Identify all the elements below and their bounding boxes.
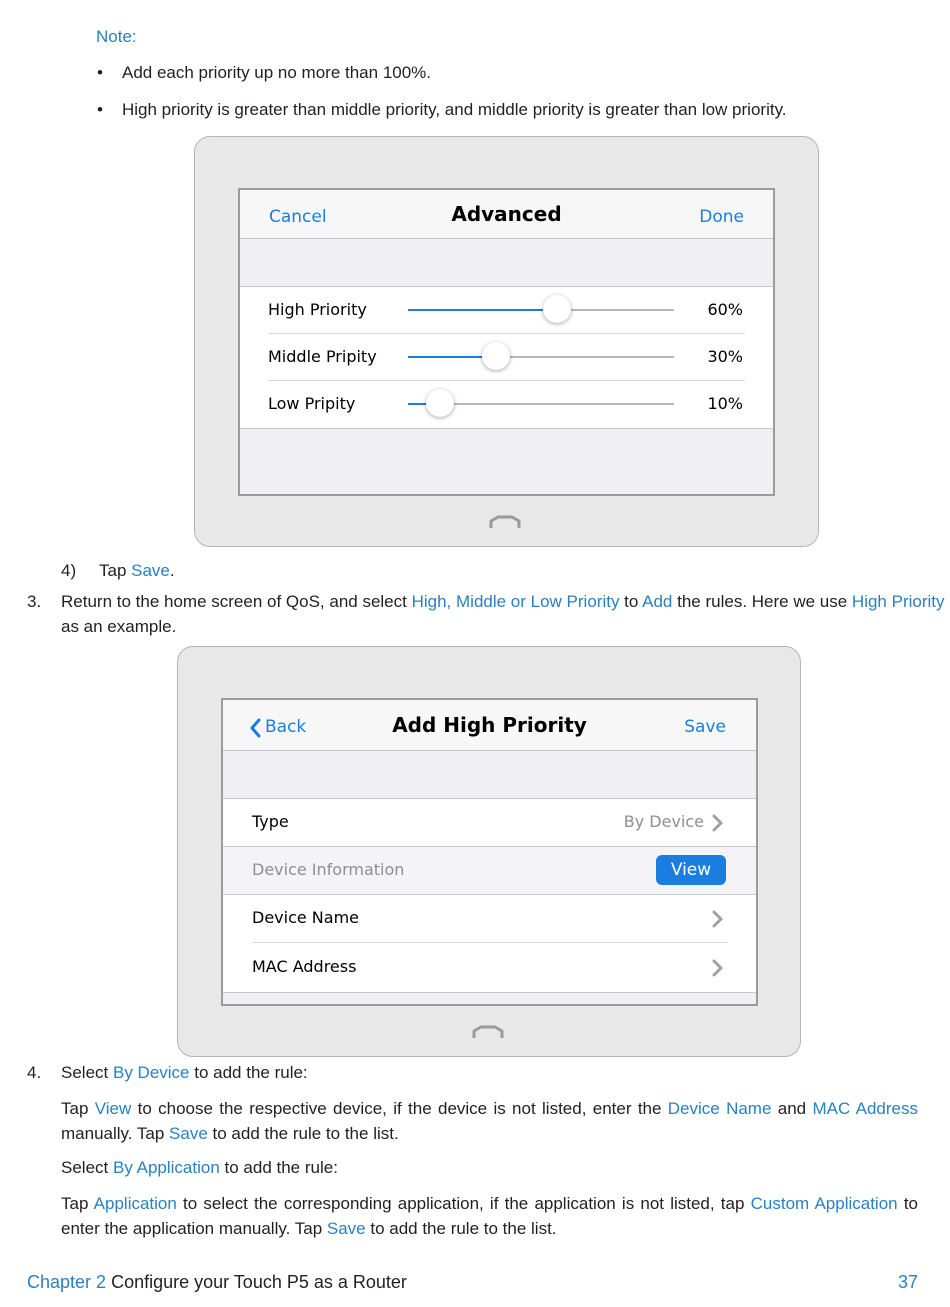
custom-application-link: Custom Application: [750, 1194, 898, 1213]
done-button[interactable]: Done: [699, 207, 744, 227]
tablet-frame-advanced: [194, 136, 819, 547]
mac-address-row[interactable]: [223, 943, 756, 992]
view-button[interactable]: View: [656, 855, 726, 885]
low-priority-slider[interactable]: [408, 403, 674, 405]
slider-value: 30%: [707, 347, 743, 366]
device-info-label: Device Information: [252, 860, 405, 879]
text: Select: [61, 1063, 113, 1082]
slider-knob[interactable]: [543, 295, 571, 323]
text: to select the corresponding application, if the application is not listed, tap: [176, 1194, 751, 1213]
text: Tap: [99, 561, 132, 580]
type-row[interactable]: [223, 799, 756, 847]
bullet-dot: •: [97, 100, 103, 119]
home-button-icon[interactable]: [489, 515, 521, 529]
step-4-line-1: [61, 1063, 308, 1083]
settings-list: [223, 798, 756, 993]
step-4-para-1-line-2: [61, 1121, 399, 1146]
slider-row-middle: [240, 334, 773, 381]
nav-bar: [240, 190, 773, 239]
note-bullet-2: High priority is greater than middle priority, and middle priority is greater than low priority.: [122, 100, 787, 119]
save-link: Save: [326, 1219, 366, 1238]
text: to: [897, 1194, 918, 1213]
text: Return to the home screen of QoS, and select: [61, 592, 412, 611]
slider-value: 10%: [707, 394, 743, 413]
step-4-para-3-line-2: [61, 1216, 557, 1241]
back-label: Back: [265, 717, 307, 737]
step-4-para-3-line-1: [61, 1191, 918, 1216]
slider-row-low: [240, 381, 773, 428]
home-button-icon[interactable]: [472, 1025, 504, 1039]
text: Tap: [61, 1194, 94, 1213]
step-4-para-1-line-1: [61, 1096, 918, 1121]
slider-knob[interactable]: [482, 342, 510, 370]
text: to add the rule:: [219, 1158, 338, 1177]
middle-priority-slider[interactable]: [408, 356, 674, 358]
text: to add the rule to the list.: [207, 1124, 399, 1143]
step-3-line-2: as an example.: [61, 617, 177, 636]
text: Tap: [61, 1099, 95, 1118]
add-high-priority-screen: [221, 698, 758, 1006]
note-bullet-1: Add each priority up no more than 100%.: [122, 63, 432, 82]
step-number: 3.: [27, 592, 42, 611]
device-name-label: Device Name: [252, 908, 360, 927]
slider-row-high: [240, 287, 773, 334]
slider-value: 60%: [707, 300, 743, 319]
advanced-screen: [238, 188, 775, 496]
text: to add the rule to the list.: [365, 1219, 557, 1238]
text: to: [619, 592, 643, 611]
type-value: By Device: [623, 812, 704, 831]
device-information-row: [223, 847, 756, 895]
text: enter the application manually. Tap: [61, 1219, 327, 1238]
slider-fill: [408, 309, 557, 311]
chapter-number: Chapter 2: [27, 1272, 107, 1292]
chevron-right-icon: [708, 909, 726, 929]
page-title: Add High Priority: [392, 713, 587, 737]
text: to add the rule:: [189, 1063, 308, 1082]
text: Select: [61, 1158, 113, 1177]
priority-link: High, Middle or Low Priority: [411, 592, 620, 611]
chevron-right-icon: [708, 958, 726, 978]
step-number: 4.: [27, 1063, 42, 1082]
by-device-link: By Device: [112, 1063, 190, 1082]
bullet-dot: •: [97, 63, 103, 82]
slider-label: Middle Pripity: [268, 347, 377, 366]
device-name-link: Device Name: [667, 1099, 772, 1118]
tablet-frame-add-high-priority: [177, 646, 801, 1057]
by-application-link: By Application: [112, 1158, 220, 1177]
step-number: 4): [61, 561, 77, 580]
slider-label: High Priority: [268, 300, 367, 319]
note-title: Note:: [96, 27, 137, 46]
type-label: Type: [252, 812, 289, 831]
cancel-button[interactable]: Cancel: [269, 207, 327, 227]
nav-bar: [223, 700, 756, 751]
step-text: [99, 561, 175, 581]
mac-address-link: MAC Address: [812, 1099, 918, 1118]
step-4-para-2: [61, 1158, 338, 1178]
text: the rules. Here we use: [672, 592, 852, 611]
chevron-right-icon: [708, 813, 726, 833]
save-link: Save: [131, 561, 170, 580]
page-number: 37: [897, 1272, 918, 1292]
device-name-row[interactable]: [223, 895, 756, 943]
step-3-line-1: [61, 592, 945, 612]
slider-knob[interactable]: [426, 389, 454, 417]
page-title: Advanced: [451, 202, 562, 226]
view-link: View: [94, 1099, 132, 1118]
slider-label: Low Pripity: [268, 394, 356, 413]
mac-address-label: MAC Address: [252, 957, 357, 976]
text: manually. Tap: [61, 1124, 170, 1143]
text: .: [169, 561, 175, 580]
add-link: Add: [642, 592, 673, 611]
high-priority-slider[interactable]: [408, 309, 674, 311]
priority-slider-list: [240, 286, 773, 429]
save-link: Save: [169, 1124, 208, 1143]
footer-chapter: [27, 1272, 407, 1293]
save-button[interactable]: Save: [684, 717, 726, 737]
text: to choose the respective device, if the device is not listed, enter the: [131, 1099, 668, 1118]
high-priority-link: High Priority: [851, 592, 945, 611]
chapter-title: Configure your Touch P5 as a Router: [106, 1272, 407, 1292]
application-link: Application: [93, 1194, 177, 1213]
text: and: [771, 1099, 813, 1118]
